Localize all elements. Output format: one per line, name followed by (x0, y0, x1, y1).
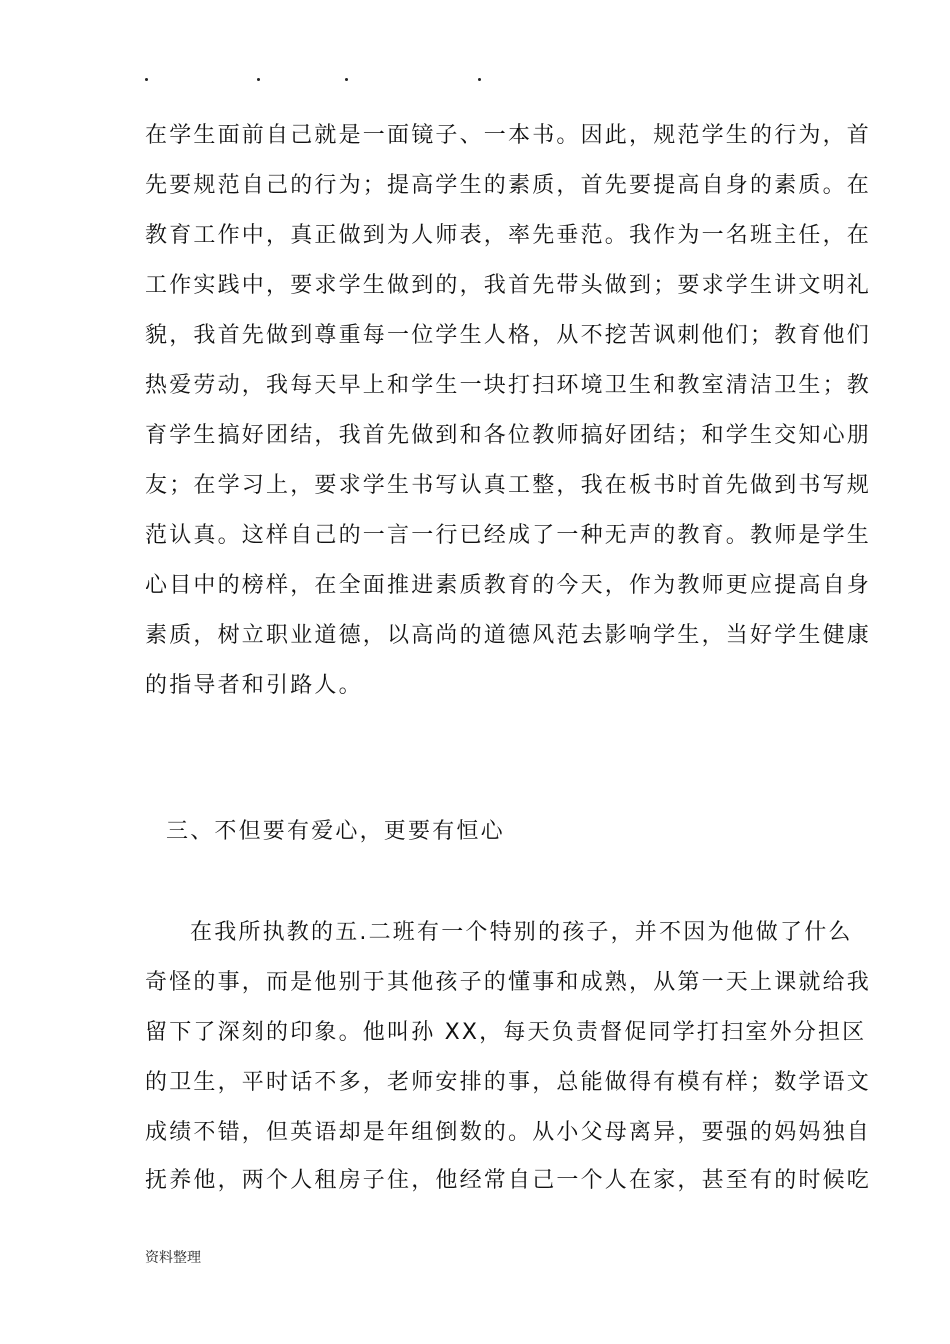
footer-label: 资料整理 (145, 1250, 201, 1266)
paragraph-line: 素质，树立职业道德，以高尚的道德风范去影响学生，当好学生健康 (145, 623, 872, 648)
paragraph-line: 在我所执教的五.二班有一个特别的孩子，并不因为他做了什么 (190, 920, 853, 945)
paragraph-line: 的指导者和引路人。 (145, 673, 363, 698)
paragraph-line: 育学生搞好团结，我首先做到和各位教师搞好团结；和学生交知心朋 (145, 423, 872, 448)
header-dot (257, 78, 260, 81)
paragraph-line: 心目中的榜样，在全面推进素质教育的今天，作为教师更应提高自身 (145, 573, 872, 598)
paragraph-line: 抚养他，两个人租房子住，他经常自己一个人在家，甚至有的时候吃 (145, 1168, 872, 1193)
paragraph-line: 先要规范自己的行为；提高学生的素质，首先要提高自身的素质。在 (145, 173, 872, 198)
paragraph-line: 留下了深刻的印象。他叫孙 XX，每天负责督促同学打扫室外分担区 (145, 1020, 867, 1045)
header-dots (145, 78, 545, 90)
header-dot (145, 78, 148, 81)
paragraph-line: 热爱劳动，我每天早上和学生一块打扫环境卫生和教室清洁卫生；教 (145, 373, 872, 398)
paragraph-line: 成绩不错，但英语却是年组倒数的。从小父母离异，要强的妈妈独自 (145, 1120, 872, 1145)
section-heading: 三、不但要有爱心，更要有恒心 (166, 819, 505, 844)
header-dot (345, 78, 348, 81)
paragraph-line: 友；在学习上，要求学生书写认真工整，我在板书时首先做到书写规 (145, 473, 872, 498)
paragraph-line: 教育工作中，真正做到为人师表，率先垂范。我作为一名班主任，在 (145, 223, 872, 248)
header-dot (478, 78, 481, 81)
paragraph-line: 范认真。这样自己的一言一行已经成了一种无声的教育。教师是学生 (145, 523, 872, 548)
paragraph-line: 貌，我首先做到尊重每一位学生人格，从不挖苦讽刺他们；教育他们 (145, 323, 872, 348)
paragraph-line: 在学生面前自己就是一面镜子、一本书。因此，规范学生的行为，首 (145, 123, 872, 148)
paragraph-line: 工作实践中，要求学生做到的，我首先带头做到；要求学生讲文明礼 (145, 273, 872, 298)
paragraph-line: 的卫生，平时话不多，老师安排的事，总能做得有模有样；数学语文 (145, 1070, 872, 1095)
paragraph-line: 奇怪的事，而是他别于其他孩子的懂事和成熟，从第一天上课就给我 (145, 970, 872, 995)
